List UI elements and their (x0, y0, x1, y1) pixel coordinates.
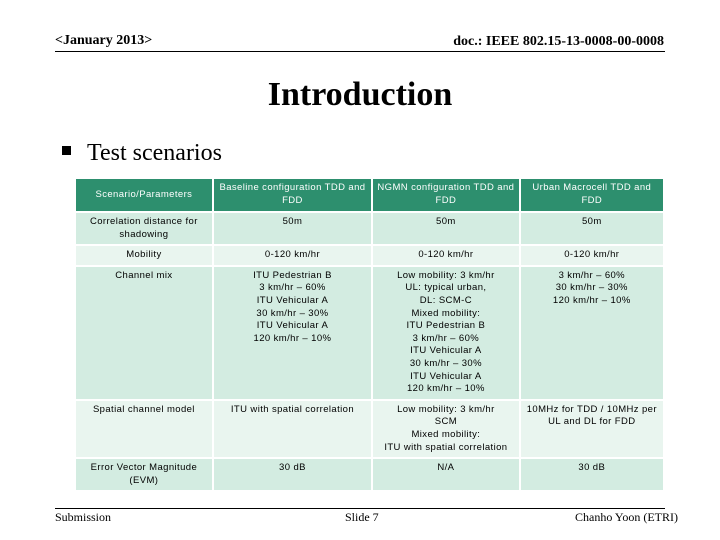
cell-line: SCM (434, 416, 458, 428)
bullet-text: Test scenarios (87, 140, 222, 166)
table-cell: 0-120 km/hr (373, 246, 518, 265)
table-cell: 30 dB (521, 459, 663, 490)
row-label-cell: Error Vector Magnitude (EVM) (76, 459, 212, 490)
footer-divider (55, 508, 665, 509)
table-row (76, 267, 663, 399)
header-date: <January 2013> (55, 33, 153, 48)
footer-slide-number: Slide 7 (345, 510, 379, 524)
cell-line: ITU Vehicular A (410, 345, 482, 357)
cell-line: UL: typical urban, (405, 282, 487, 294)
cell-line: 3 km/hr – 60% (259, 282, 326, 294)
bullet-item (62, 140, 222, 167)
footer-author: Chanho Yoon (ETRI) (574, 510, 678, 524)
table-cell (214, 267, 371, 399)
header-doc-id: doc.: IEEE 802.15-13-0008-00-0008 (453, 34, 664, 49)
cell-line: 120 km/hr – 10% (406, 383, 485, 395)
cell-line: 120 km/hr – 10% (253, 332, 332, 344)
cell-line: Mixed mobility: (411, 428, 481, 440)
table-cell: 0-120 km/hr (521, 246, 663, 265)
table-cell: 50m (373, 213, 518, 244)
cell-line: 3 km/hr – 60% (558, 269, 626, 281)
table-cell: 30 dB (214, 459, 371, 490)
cell-line: Low mobility: 3 km/hr (397, 269, 495, 281)
cell-line: DL: SCM-C (419, 294, 472, 306)
table-header-cell: Scenario/Parameters (76, 179, 212, 211)
table-cell (373, 267, 518, 399)
table-cell: N/A (373, 459, 518, 490)
table-row (76, 459, 663, 490)
table-row (76, 401, 663, 457)
slide-title: Introduction (267, 76, 453, 113)
table-row (76, 213, 663, 244)
cell-line: 30 km/hr – 30% (555, 282, 628, 294)
cell-line: 120 km/hr – 10% (552, 294, 631, 306)
table-cell: 50m (521, 213, 663, 244)
cell-line: 30 km/hr – 30% (409, 357, 482, 369)
table-cell: 50m (214, 213, 371, 244)
row-label-cell: Mobility (76, 246, 212, 265)
cell-line: Mixed mobility: (411, 307, 481, 319)
footer-submission: Submission (55, 510, 112, 524)
cell-line: ITU with spatial correlation (384, 441, 508, 453)
table-header-cell: Baseline configuration TDD and FDD (214, 179, 371, 211)
cell-line: Low mobility: 3 km/hr (397, 403, 495, 415)
test-scenarios-table (74, 177, 665, 492)
header-divider (55, 51, 665, 52)
cell-line: ITU Vehicular A (410, 370, 482, 382)
table-cell: ITU with spatial correlation (214, 401, 371, 457)
cell-line: 30 km/hr – 30% (256, 307, 329, 319)
table-cell: 10MHz for TDD / 10MHz per UL and DL for FDD (521, 401, 663, 457)
table-header-row (76, 179, 663, 211)
table-cell: 0-120 km/hr (214, 246, 371, 265)
row-label-cell: Spatial channel model (76, 401, 212, 457)
row-label-cell: Correlation distance for shadowing (76, 213, 212, 244)
square-bullet-icon (62, 146, 71, 155)
cell-line: ITU Vehicular A (256, 320, 329, 332)
cell-line: ITU Pedestrian B (253, 269, 332, 281)
cell-line: 3 km/hr – 60% (412, 332, 480, 344)
cell-line: ITU Pedestrian B (406, 320, 486, 332)
table-cell (373, 401, 518, 457)
row-label-cell: Channel mix (76, 267, 212, 399)
table-cell (521, 267, 663, 399)
cell-line: ITU Vehicular A (256, 294, 329, 306)
table-header-cell: Urban Macrocell TDD and FDD (521, 179, 663, 211)
table-row (76, 246, 663, 265)
table-header-cell: NGMN configuration TDD and FDD (373, 179, 518, 211)
